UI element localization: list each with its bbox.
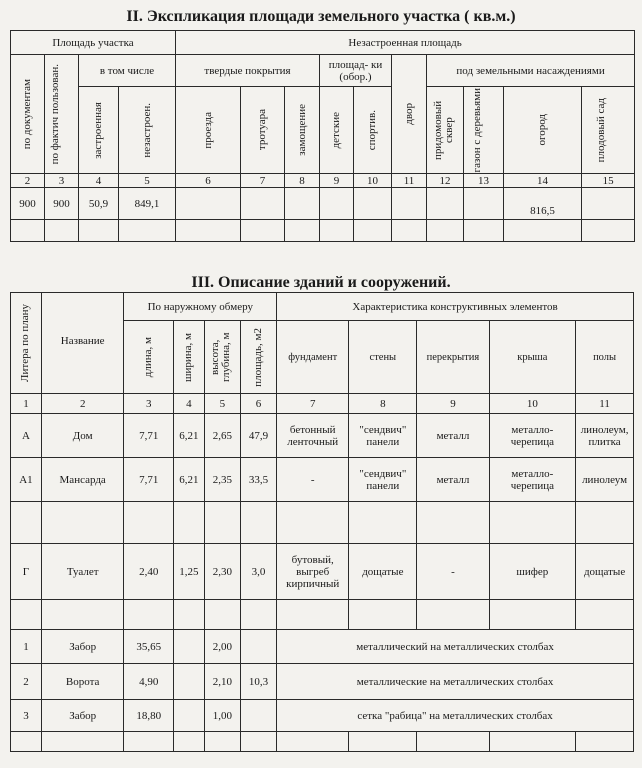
col-num: 12 [427,174,464,188]
cell-garden: 816,5 [504,188,582,220]
cell-floor: линолеум, плитка [576,414,634,458]
cell-name: Туалет [41,544,124,600]
cell-length: 18,80 [124,700,174,732]
col-num: 5 [119,174,176,188]
col-num: 8 [285,174,320,188]
table-row [11,630,634,664]
cell-actual: 900 [45,188,79,220]
cell-letter: А [11,414,42,458]
col-num: 2 [41,394,124,414]
cell-height: 2,30 [204,544,240,600]
name-header: Название [41,293,124,394]
cell-floor: линолеум [576,458,634,502]
cell-length: 7,71 [124,458,174,502]
cell-height: 2,10 [204,664,240,700]
cell-length: 7,71 [124,414,174,458]
unbuilt-header: Незастроенная площадь [176,31,635,55]
cell-length: 4,90 [124,664,174,700]
hard-cover-header: твердые покрытия [176,55,320,87]
built-header: застроенная [79,87,119,174]
cell-built: 50,9 [79,188,119,220]
cell-description: сетка "рабица" на металлических столбах [277,700,634,732]
cell-height: 2,00 [204,630,240,664]
foundation-header: фундамент [277,321,349,394]
section-3-title: III. Описание зданий и сооружений. [191,274,451,291]
col-num: 10 [354,174,392,188]
table-row [11,664,634,700]
cell-width: 1,25 [173,544,204,600]
incl-header: в том числе [79,55,176,87]
cell-roof: шифер [489,544,576,600]
passage-header: проезда [176,87,241,174]
cell-docs: 900 [11,188,45,220]
col-num: 8 [349,394,417,414]
roof-header: крыша [489,321,576,394]
garden-header: огород [504,87,582,174]
col-num: 1 [11,394,42,414]
cell-width: 6,21 [173,414,204,458]
col-num: 4 [173,394,204,414]
cell-area: 10,3 [240,664,276,700]
col-num: 9 [320,174,354,188]
col-num: 14 [504,174,582,188]
col-num: 5 [204,394,240,414]
cell-height: 2,65 [204,414,240,458]
actual-header: по фактич пользован. [45,55,79,174]
cell-letter: 1 [11,630,42,664]
cell-walls: "сендвич" панели [349,458,417,502]
cell-letter: 2 [11,664,42,700]
land-data-row [11,188,635,220]
cell-height: 2,35 [204,458,240,502]
square-header: придомовый сквер [427,87,464,174]
col-num: 13 [464,174,504,188]
cell-letter: А1 [11,458,42,502]
cell-description: металлические на металлических столбах [277,664,634,700]
cell-overlap: - [417,544,489,600]
cell-foundation: бетонный ленточный [277,414,349,458]
walls-header: стены [349,321,417,394]
cell-foundation: бутовый, выгреб кирпичный [277,544,349,600]
col-num: 7 [277,394,349,414]
col-num: 6 [240,394,276,414]
cell-height: 1,00 [204,700,240,732]
col-num: 3 [124,394,174,414]
cell-name: Дом [41,414,124,458]
width-header: ширина, м [173,321,204,394]
cell-area: 47,9 [240,414,276,458]
by-docs-header: по документам [11,55,45,174]
table-row [11,544,634,600]
cell-floor: дощатые [576,544,634,600]
children-header: детские [320,87,354,174]
col-num: 4 [79,174,119,188]
playgrounds-header: площад- ки (обор.) [320,55,392,87]
cell-area: 3,0 [240,544,276,600]
orchard-header: плодовый сад [582,87,635,174]
table-row [11,700,634,732]
cell-overlap: металл [417,414,489,458]
green-header: под земельными насаждениями [427,55,635,87]
cell-roof: металло- черепица [489,458,576,502]
col-num: 3 [45,174,79,188]
cell-description: металлический на металлических столбах [277,630,634,664]
col-num: 9 [417,394,489,414]
yard-header: двор [392,55,427,174]
length-header: длина, м [124,321,174,394]
cell-name: Забор [41,700,124,732]
cell-overlap: металл [417,458,489,502]
cell-area: 33,5 [240,458,276,502]
col-num: 11 [576,394,634,414]
land-area-table [10,30,635,242]
height-header: высота, глубина, м [204,321,240,394]
sport-header: спортив. [354,87,392,174]
outer-measure-header: По наружному обмеру [124,293,277,321]
cell-length: 2,40 [124,544,174,600]
overlap-header: перекрытия [417,321,489,394]
cell-walls: дощатые [349,544,417,600]
unbuilt-short-header: незастроен. [119,87,176,174]
table-row [11,414,634,458]
cell-unbuilt: 849,1 [119,188,176,220]
col-num: 15 [582,174,635,188]
cell-roof: металло- черепица [489,414,576,458]
cell-foundation: - [277,458,349,502]
col-num: 2 [11,174,45,188]
cell-name: Мансарда [41,458,124,502]
cell-width: 6,21 [173,458,204,502]
cell-length: 35,65 [124,630,174,664]
cell-name: Ворота [41,664,124,700]
col-num: 10 [489,394,576,414]
col-num: 7 [241,174,285,188]
letter-header: Литера по плану [11,293,42,394]
lawn-header: газон с деревьями [464,87,504,174]
table-row [11,458,634,502]
col-num: 11 [392,174,427,188]
sidewalk-header: тротуара [241,87,285,174]
area-header: площадь, м2 [240,321,276,394]
characteristics-header: Характеристика конструктивных элементов [277,293,634,321]
area-header: Площадь участка [11,31,176,55]
floor-header: полы [576,321,634,394]
cell-letter: Г [11,544,42,600]
cell-name: Забор [41,630,124,664]
buildings-table [10,292,634,752]
section-2-title: II. Экспликация площади земельного участка ( кв.м.) [126,8,516,25]
paving-header: замощение [285,87,320,174]
col-num: 6 [176,174,241,188]
cell-walls: "сендвич" панели [349,414,417,458]
cell-letter: 3 [11,700,42,732]
